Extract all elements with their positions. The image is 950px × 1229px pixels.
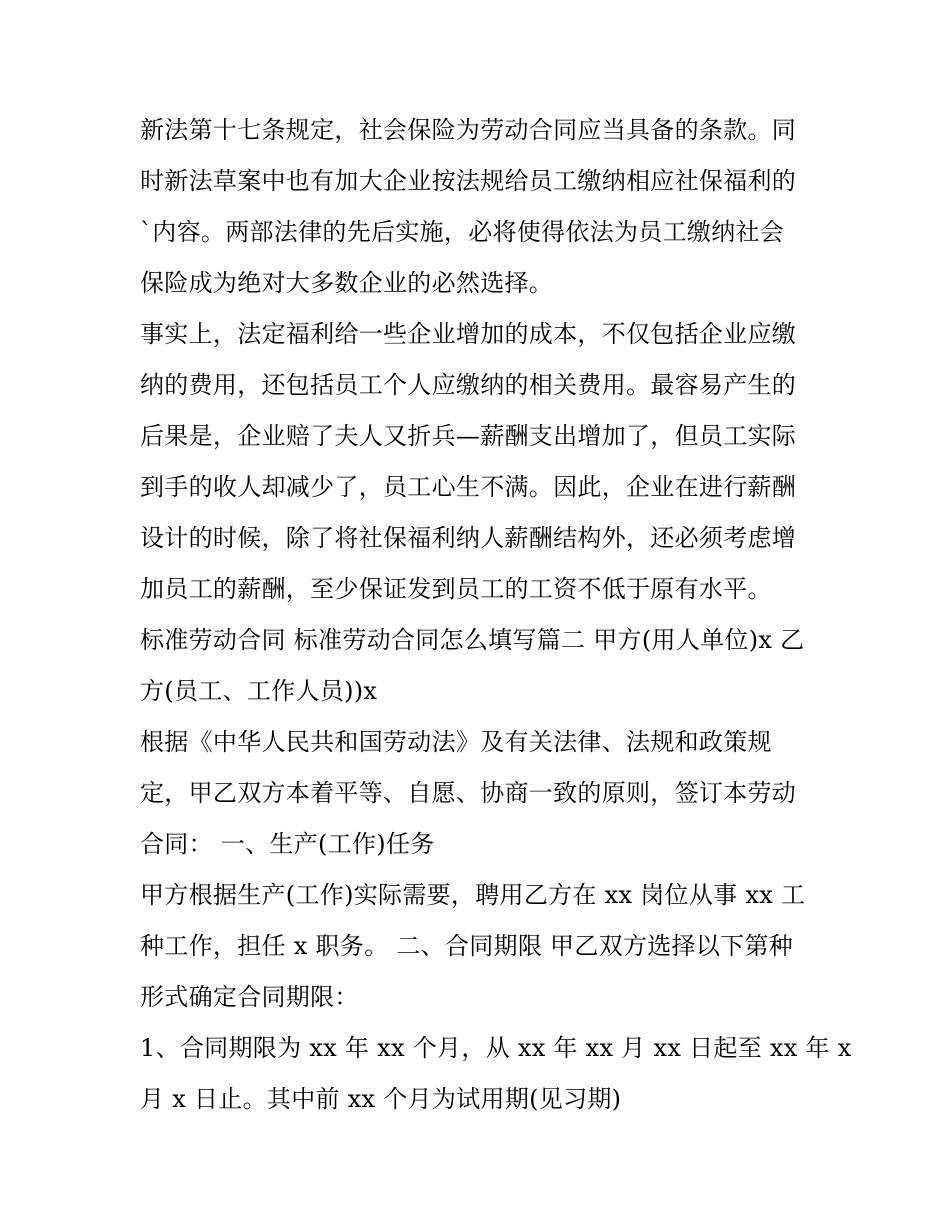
text-line: 设计的时候，除了将社保福利纳人薪酬结构外，还必须考虑增 xyxy=(140,524,797,552)
text-line: 合同： 一、生产(工作)任务 xyxy=(140,830,435,858)
text-line: 纳的费用，还包括员工个人应缴纳的相关费用。最容易产生的 xyxy=(140,371,797,399)
text-line: `内容。两部法律的先后实施，必将使得依法为员工缴纳社会 xyxy=(140,218,785,246)
text-line: 形式确定合同期限： xyxy=(140,983,359,1011)
text-line: 种工作，担任 x 职务。 二、合同期限 甲乙双方选择以下第种 xyxy=(140,932,794,960)
text-line: 1、合同期限为 xx 年 xx 个月，从 xx 年 xx 月 xx 日起至 xx 年 x xyxy=(140,1034,852,1062)
document-body xyxy=(140,110,852,1130)
text-line: 根据《中华人民共和国劳动法》及有关法律、法规和政策规 xyxy=(140,728,772,756)
text-line: 事实上，法定福利给一些企业增加的成本，不仅包括企业应缴 xyxy=(140,320,797,348)
text-line: 后果是，企业赔了夫人又折兵—薪酬支出增加了，但员工实际 xyxy=(140,422,797,450)
text-line: 月 x 日止。其中前 xx 个月为试用期(见习期) xyxy=(140,1085,622,1113)
text-line: 方(员工、工作人员))x xyxy=(140,677,378,705)
text-line: 定，甲乙双方本着平等、自愿、协商一致的原则，签订本劳动 xyxy=(140,779,797,807)
text-line: 到手的收人却减少了，员工心生不满。因此，企业在进行薪酬 xyxy=(140,473,797,501)
text-line: 加员工的薪酬，至少保证发到员工的工资不低于原有水平。 xyxy=(140,575,772,603)
text-line: 时新法草案中也有加大企业按法规给员工缴纳相应社保福利的 xyxy=(140,167,797,195)
text-line: 保险成为绝对大多数企业的必然选择。 xyxy=(140,269,554,297)
text-line: 新法第十七条规定，社会保险为劳动合同应当具备的条款。同 xyxy=(140,116,797,144)
text-line: 甲方根据生产(工作)实际需要，聘用乙方在 xx 岗位从事 xx 工 xyxy=(140,881,806,909)
text-line: 标准劳动合同 标准劳动合同怎么填写篇二 甲方(用人单位)x 乙 xyxy=(140,626,805,654)
